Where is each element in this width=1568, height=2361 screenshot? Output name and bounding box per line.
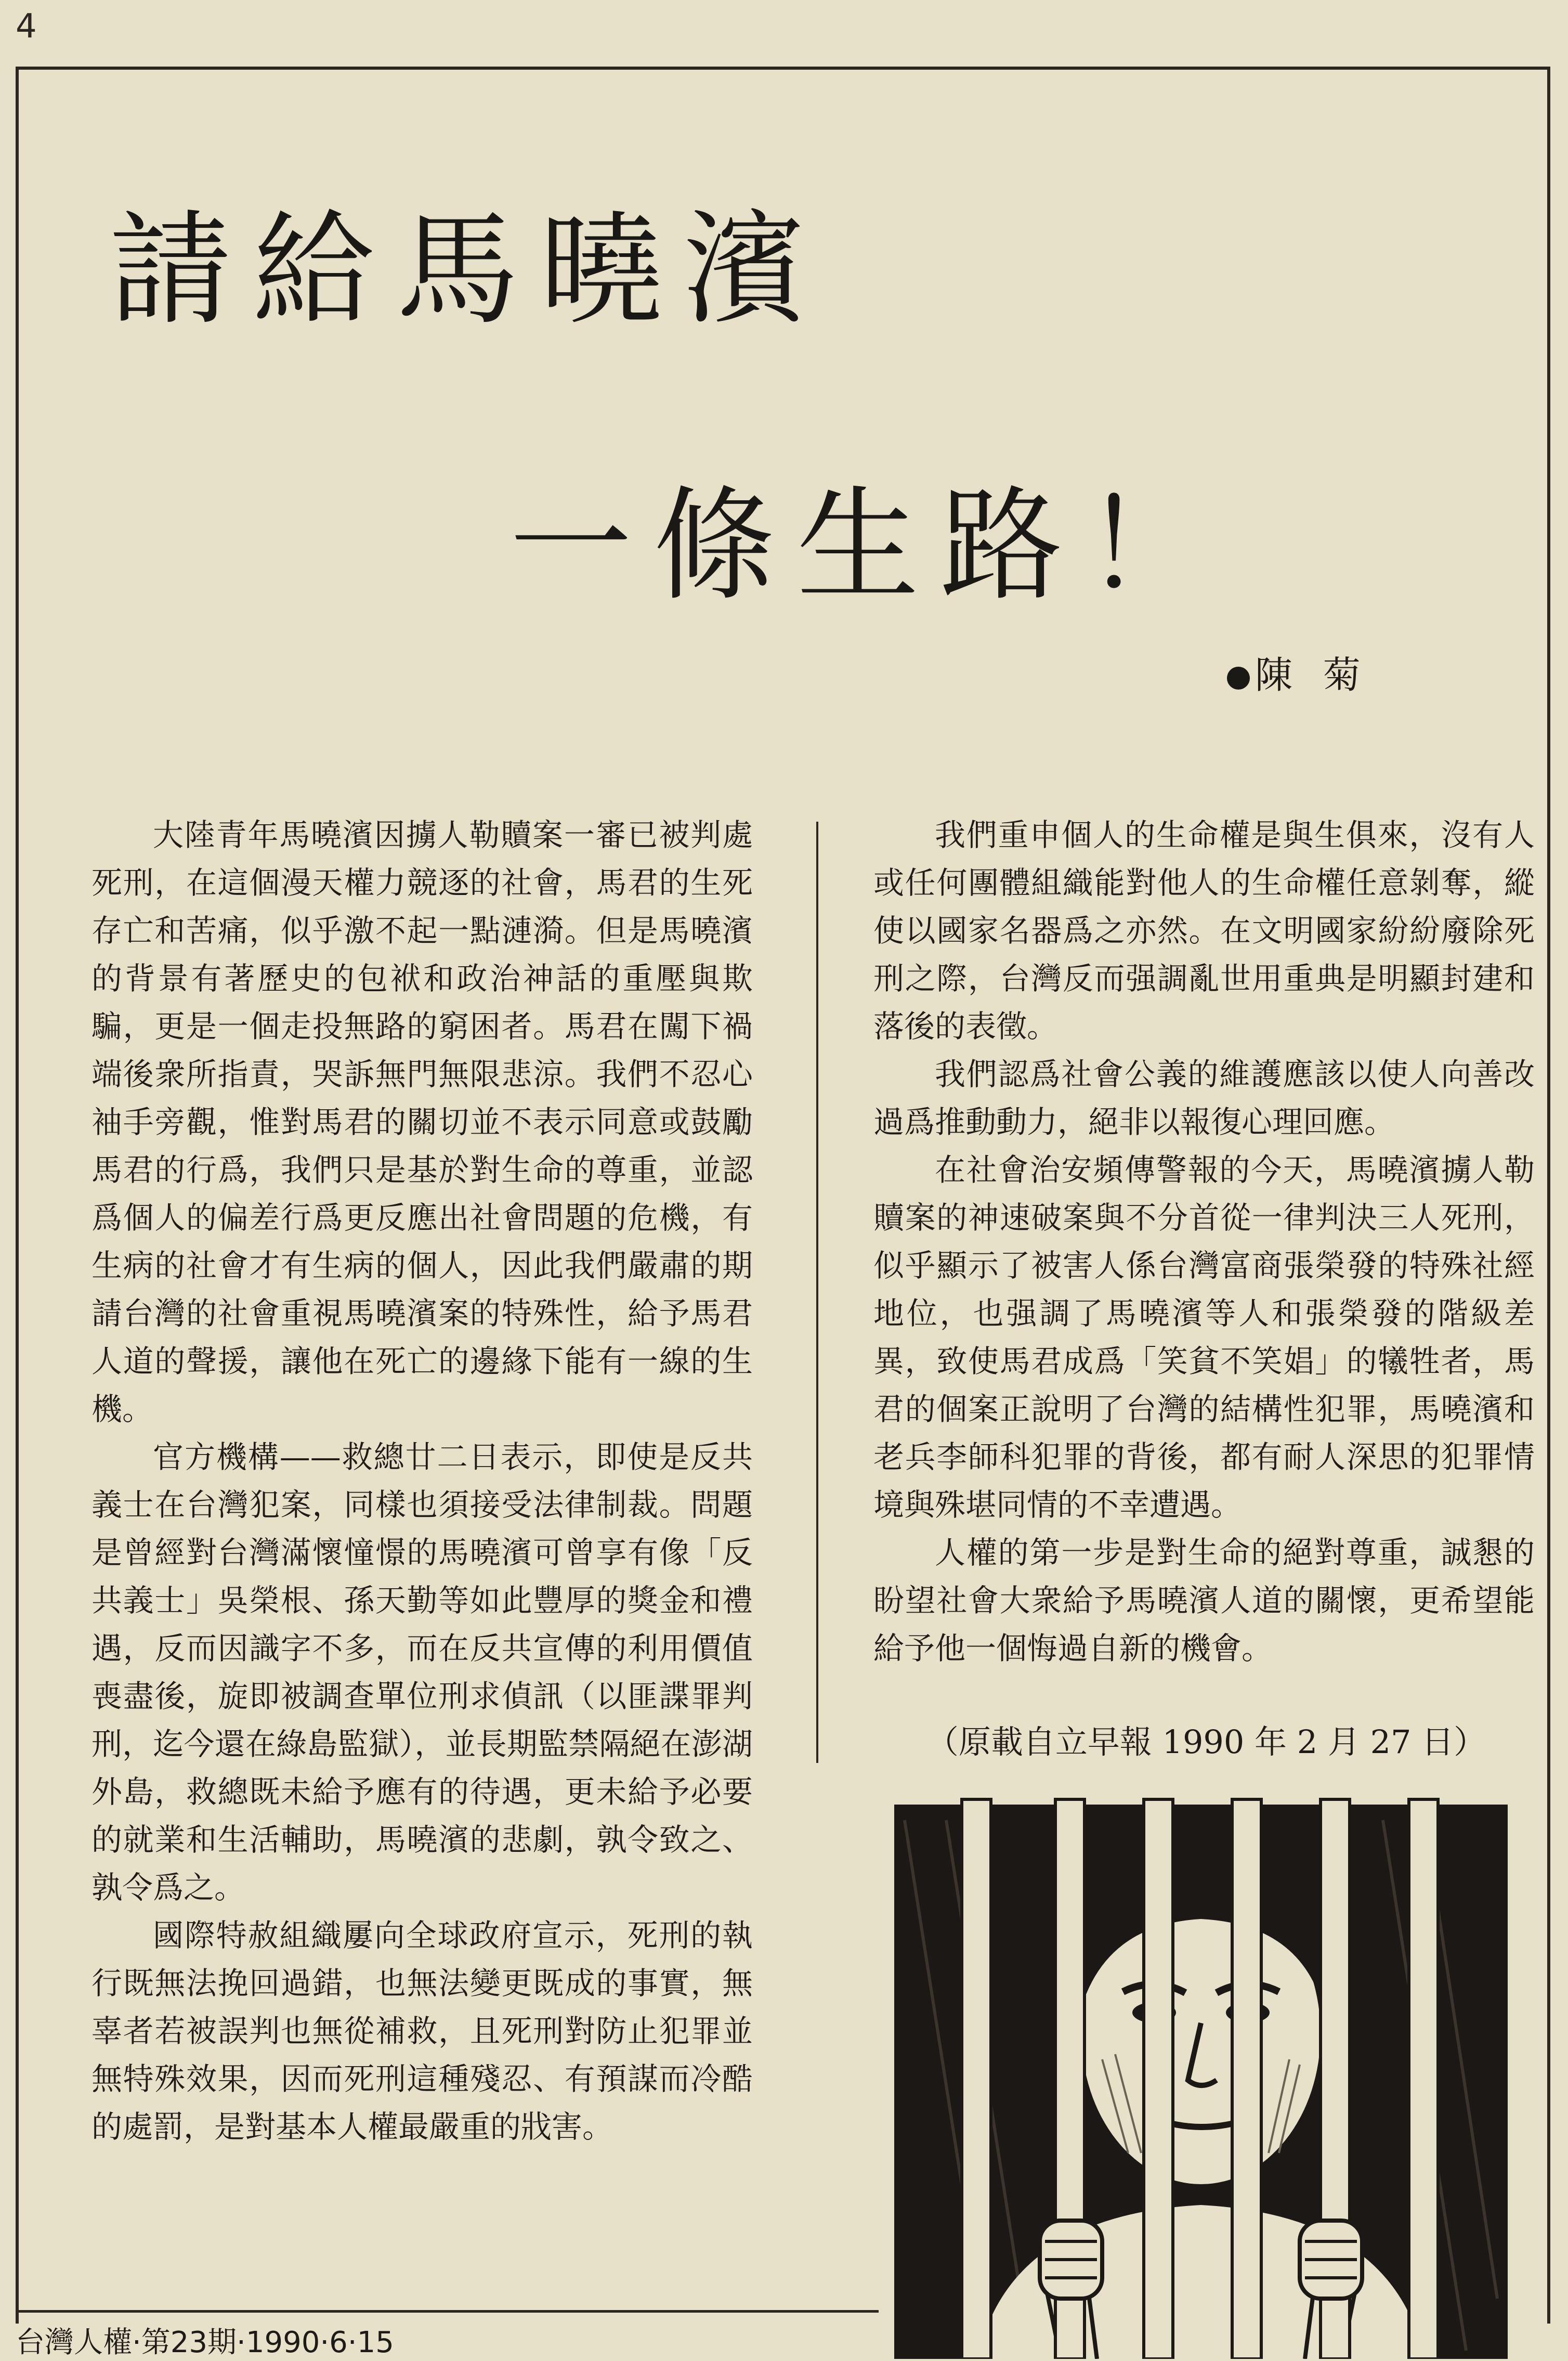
paragraph: 國際特赦組織屢向全球政府宣示，死刑的執行既無法挽回過錯，也無法變更既成的事實，無辜者若被誤判也無從補救，且死刑對防止犯罪並無特殊效果，因而死刑這種殘忍、有預謀而冷酷的處罰，是對基本人權最嚴重的戕害。 [92, 1917, 753, 2145]
bullet-dot-icon [1227, 667, 1250, 690]
paragraph: 大陸青年馬曉濱因擄人勒贖案一審已被判處死刑，在這個漫天權力競逐的社會，馬君的生死存亡和苦痛，似乎激不起一點漣漪。但是馬曉濱的背景有著歷史的包袱和政治神話的重壓與欺騙，更是一個走投無路的窮困者。馬君在闖下禍端後衆所指責，哭訴無門無限悲涼。我們不忍心袖手旁觀，惟對馬君的關切並不表示同意或鼓勵馬君的行爲，我們只是基於對生命的尊重，並認爲個人的偏差行爲更反應出社會問題的危機，有生病的社會才有生病的個人，因此我們嚴肅的期請台灣的社會重視馬曉濱案的特殊性，給予馬君人道的聲援，讓他在死亡的邊緣下能有一線的生機。 [92, 817, 753, 1427]
prisoner-behind-bars-icon [884, 1789, 1518, 2359]
paragraph: 在社會治安頻傳警報的今天，馬曉濱擄人勒贖案的神速破案與不分首從一律判決三人死刑，似乎顯示了被害人係台灣富商張榮發的特殊社經地位，也强調了馬曉濱等人和張榮發的階級差異，致使馬君成爲「笑貧不笑娼」的犧牲者，馬君的個案正說明了台灣的結構性犯罪，馬曉濱和老兵李師科犯罪的背後，都有耐人深思的犯罪情境與殊堪同情的不幸遭遇。 [873, 1152, 1535, 1523]
footer-publication: 台灣人權·第23期·1990·6·15 [16, 2326, 394, 2359]
right-column [873, 811, 1535, 1672]
prisoner-illustration [884, 1789, 1518, 2359]
left-column [92, 811, 753, 2151]
source-note: （原載自立早報 1990 年 2 月 27 日） [926, 1723, 1486, 1761]
author-name: 陳 菊 [1255, 653, 1370, 697]
paragraph: 人權的第一步是對生命的絕對尊重，誠懇的盼望社會大衆給予馬曉濱人道的關懷，更希望能給予他一個悔過自新的機會。 [873, 1535, 1535, 1666]
footer-rule [16, 2310, 879, 2313]
headline-line-2: 一條生路！ [509, 474, 1227, 617]
paragraph: 官方機構——救總廿二日表示，即使是反共義士在台灣犯案，同樣也須接受法律制裁。問題是曾經對台灣滿懷憧憬的馬曉濱可曾享有像「反共義士」吳榮根、孫天勤等如此豐厚的獎金和禮遇，反而因識字不多，而在反共宣傳的利用價值喪盡後，旋即被調查單位刑求偵訊（以匪諜罪判刑，迄今還在綠島監獄），並長期監禁隔絕在澎湖外島，救總既未給予應有的待遇，更未給予必要的就業和生活輔助，馬曉濱的悲劇，孰令致之、孰令爲之。 [92, 1439, 753, 1905]
paragraph: 我們重申個人的生命權是與生俱來，沒有人或任何團體組織能對他人的生命權任意剝奪，縱使以國家名器爲之亦然。在文明國家紛紛廢除死刑之際，台灣反而强調亂世用重典是明顯封建和落後的表徵。 [873, 817, 1535, 1044]
page-number: 4 [16, 7, 37, 46]
author-byline [1227, 645, 1370, 699]
paragraph: 我們認爲社會公義的維護應該以使人向善改過爲推動動力，絕非以報復心理回應。 [873, 1056, 1535, 1140]
column-divider [816, 822, 818, 1763]
headline-line-1: 請給馬曉濱 [109, 199, 827, 342]
